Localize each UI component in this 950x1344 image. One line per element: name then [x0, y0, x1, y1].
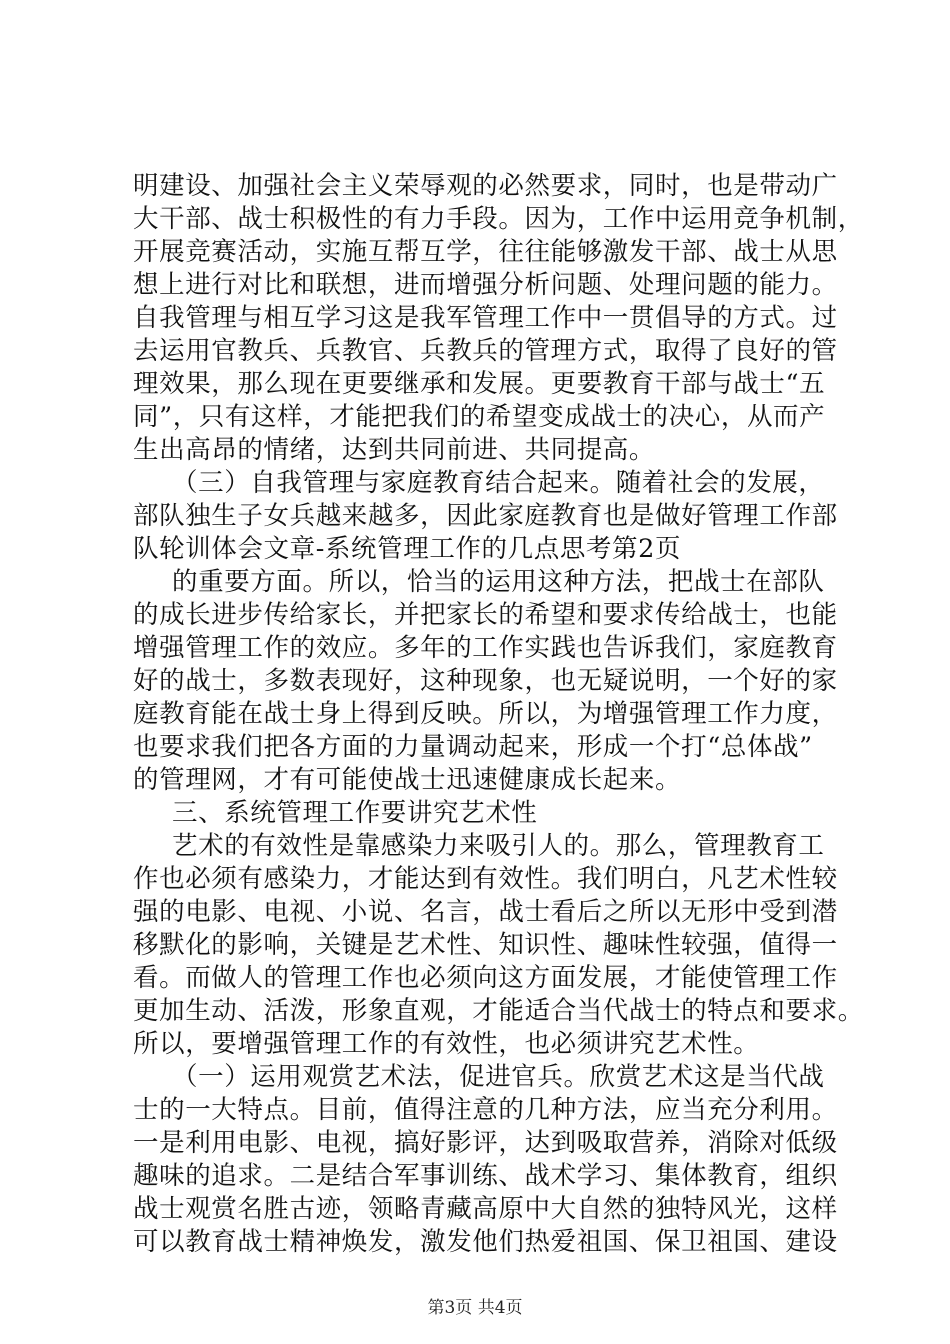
- text-line: 自我管理与相互学习这是我军管理工作中一贯倡导的方式。过: [133, 303, 838, 333]
- text-line: 去运用官教兵、兵教官、兵教兵的管理方式，取得了良好的管: [133, 336, 838, 366]
- section-heading: 三、系统管理工作要讲究艺术性: [172, 798, 538, 828]
- text-line: 增强管理工作的效应。多年的工作实践也告诉我们，家庭教育: [133, 633, 838, 663]
- text-line: 理效果，那么现在更要继承和发展。更要教育干部与战士“五: [133, 369, 826, 399]
- text-line: 生出高昂的情绪，达到共同前进、共同提高。: [133, 435, 656, 465]
- text-line: 作也必须有感染力，才能达到有效性。我们明白，凡艺术性较: [133, 864, 838, 894]
- text-line: 同”，只有这样，才能把我们的希望变成战士的决心，从而产: [133, 402, 826, 432]
- text-line: 想上进行对比和联想，进而增强分析问题、处理问题的能力。: [133, 270, 838, 300]
- text-line: 战士观赏名胜古迹，领略青藏高原中大自然的独特风光，这样: [133, 1194, 838, 1224]
- text-line: 开展竞赛活动，实施互帮互学，往往能够激发干部、战士从思: [133, 237, 838, 267]
- text-line: 庭教育能在战士身上得到反映。所以，为增强管理工作力度，: [133, 699, 838, 729]
- text-line: 趣味的追求。二是结合军事训练、战术学习、集体教育，组织: [133, 1161, 838, 1191]
- text-line: 大干部、战士积极性的有力手段。因为，工作中运用竞争机制，: [133, 204, 864, 234]
- text-line: 看。而做人的管理工作也必须向这方面发展，才能使管理工作: [133, 963, 838, 993]
- paragraph-start: 艺术的有效性是靠感染力来吸引人的。那么，管理教育工: [172, 831, 825, 861]
- text-line: 所以，要增强管理工作的有效性，也必须讲究艺术性。: [133, 1029, 760, 1059]
- text-line: 部队独生子女兵越来越多，因此家庭教育也是做好管理工作部: [133, 501, 838, 531]
- text-line: 更加生动、活泼，形象直观，才能适合当代战士的特点和要求。: [133, 996, 864, 1026]
- text-line: 队轮训体会文章-系统管理工作的几点思考第2页: [133, 534, 682, 564]
- text-line: 士的一大特点。目前，值得注意的几种方法，应当充分利用。: [133, 1095, 838, 1125]
- text-line: 可以教育战士精神焕发，激发他们热爱祖国、保卫祖国、建设: [133, 1227, 838, 1257]
- section-heading: （三）自我管理与家庭教育结合起来。随着社会的发展，: [172, 468, 825, 498]
- text-line: 的管理网，才有可能使战士迅速健康成长起来。: [133, 765, 682, 795]
- text-line: 强的电影、电视、小说、名言，战士看后之所以无形中受到潜: [133, 897, 838, 927]
- text-line: 明建设、加强社会主义荣辱观的必然要求，同时，也是带动广: [133, 171, 838, 201]
- page-number-footer: 第3页 共4页: [427, 1298, 523, 1318]
- text-line: 移默化的影响，关键是艺术性、知识性、趣味性较强，值得一: [133, 930, 838, 960]
- text-line: 一是利用电影、电视，搞好影评，达到吸取营养，消除对低级: [133, 1128, 838, 1158]
- text-line: 也要求我们把各方面的力量调动起来，形成一个打“总体战”: [133, 732, 813, 762]
- section-heading: （一）运用观赏艺术法，促进官兵。欣赏艺术这是当代战: [172, 1062, 825, 1092]
- text-line: 好的战士，多数表现好，这种现象，也无疑说明，一个好的家: [133, 666, 838, 696]
- paragraph-start: 的重要方面。所以，恰当的运用这种方法，把战士在部队: [172, 567, 825, 597]
- text-line: 的成长进步传给家长，并把家长的希望和要求传给战士，也能: [133, 600, 838, 630]
